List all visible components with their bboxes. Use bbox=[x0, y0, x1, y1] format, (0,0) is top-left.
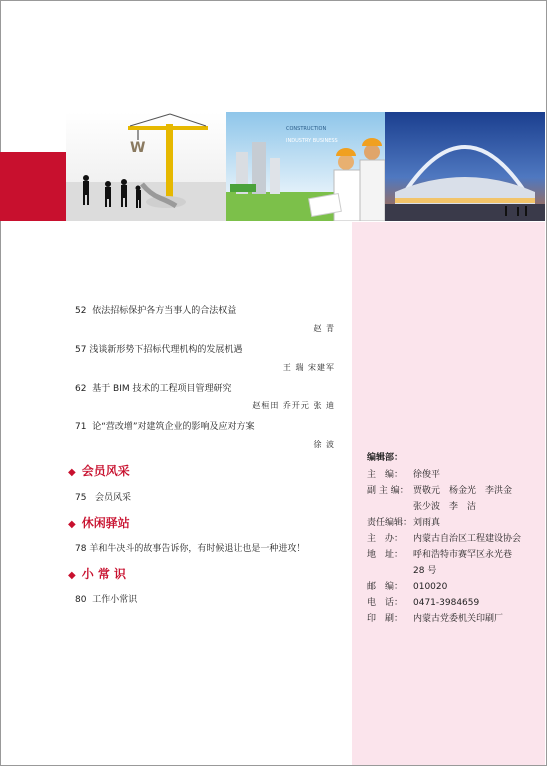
banner-caption-2: INDUSTRY BUSINESS bbox=[286, 138, 338, 144]
toc-page-number: 62 bbox=[75, 384, 87, 394]
section-heading: ◆ 会员风采 bbox=[68, 464, 130, 478]
toc-page-number: 78 bbox=[75, 544, 87, 554]
diamond-bullet-icon: ◆ bbox=[68, 519, 76, 530]
diamond-bullet-icon: ◆ bbox=[68, 467, 76, 478]
toc-page-number: 75 bbox=[75, 493, 87, 503]
toc-page-number: 57 bbox=[75, 345, 87, 355]
banner-stadium-image bbox=[385, 112, 545, 221]
editorial-row: 电 话： 0471-3984659 bbox=[367, 598, 480, 608]
editorial-row: 主 编： 徐俊平 bbox=[367, 470, 441, 480]
editorial-row: 地 址： 呼和浩特市赛罕区永光巷 bbox=[367, 550, 513, 560]
editorial-row: 邮 编： 010020 bbox=[367, 582, 448, 592]
banner-caption-1: CONSTRUCTION bbox=[286, 126, 327, 132]
banner-crane-image bbox=[66, 112, 226, 221]
section-heading: ◆ 休闲驿站 bbox=[68, 516, 130, 530]
toc-author: 赵 青 bbox=[313, 324, 335, 333]
editorial-info bbox=[367, 450, 542, 627]
toc-author: 赵桓田 乔开元 张 迪 bbox=[252, 401, 335, 410]
toc-author: 王 瑞 宋建军 bbox=[282, 363, 335, 372]
toc-page-number: 52 bbox=[75, 306, 87, 316]
editorial-row: 副 主 编： 贾敬元 杨金光 李洪金 bbox=[367, 486, 513, 496]
editorial-row: 印 刷： 内蒙古党委机关印刷厂 bbox=[367, 614, 504, 624]
red-accent-block bbox=[0, 152, 66, 221]
toc-title: 依法招标保护各方当事人的合法权益 bbox=[92, 306, 237, 316]
toc-item[interactable] bbox=[75, 592, 137, 605]
crane-letter-w: W bbox=[130, 140, 146, 156]
toc-page-number: 80 bbox=[75, 595, 87, 605]
section-heading: ◆ 小 常 识 bbox=[68, 567, 127, 581]
toc-item[interactable] bbox=[75, 541, 305, 554]
toc-author: 徐 波 bbox=[313, 440, 335, 449]
toc-item[interactable] bbox=[75, 342, 242, 355]
editorial-row: 责任编辑： 刘雨真 bbox=[367, 518, 441, 528]
toc-title: 论“营改增”对建筑企业的影响及应对方案 bbox=[92, 422, 255, 432]
toc-title: 羊和牛决斗的故事告诉你，有时候退让也是一种进攻！ bbox=[89, 544, 306, 554]
toc-item[interactable] bbox=[75, 419, 255, 432]
toc-item[interactable] bbox=[75, 381, 232, 394]
diamond-bullet-icon: ◆ bbox=[68, 570, 76, 581]
editorial-title: 编辑部： bbox=[367, 453, 404, 463]
banner-construction-image bbox=[226, 112, 385, 221]
editorial-row: 主 办： 内蒙古自治区工程建设协会 bbox=[367, 534, 522, 544]
toc-title: 基于 BIM 技术的工程项目管理研究 bbox=[92, 384, 232, 394]
toc-item[interactable] bbox=[75, 303, 236, 316]
editorial-row: 张少波 李 洁 bbox=[413, 502, 477, 512]
toc-title: 浅谈新形势下招标代理机构的发展机遇 bbox=[89, 345, 243, 355]
toc-title: 会员风采 bbox=[95, 493, 132, 503]
toc-item[interactable] bbox=[75, 490, 131, 503]
editorial-row: 28 号 bbox=[413, 566, 437, 576]
toc-title: 工作小常识 bbox=[92, 595, 138, 605]
toc-page-number: 71 bbox=[75, 422, 87, 432]
